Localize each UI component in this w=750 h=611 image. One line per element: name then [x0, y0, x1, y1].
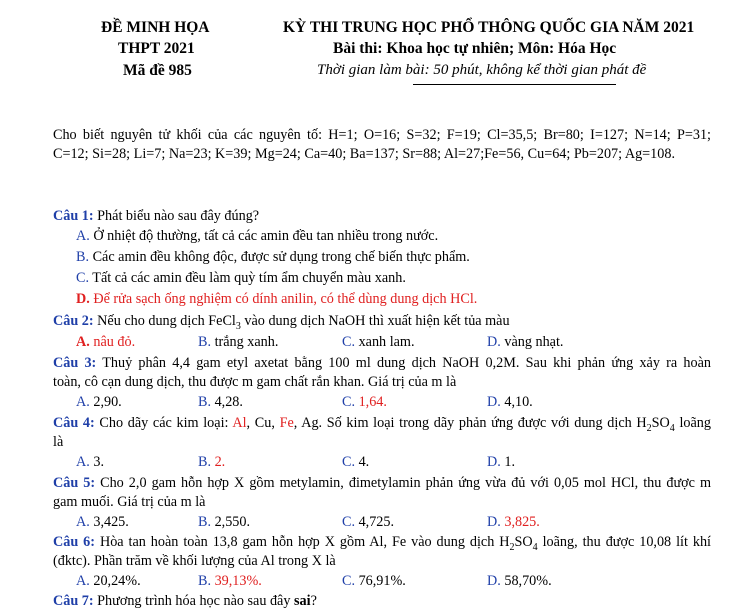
- option-key: A.: [76, 514, 90, 530]
- option-text: 3.: [89, 454, 104, 470]
- option-key: B.: [198, 573, 212, 589]
- q4-option-d[interactable]: [487, 454, 515, 471]
- option-key: C.: [342, 573, 356, 589]
- question-3-line-2: toàn, cô cạn dung dịch, thu được m gam chất rắn khan. Giá trị của m là: [53, 374, 457, 390]
- metal-al: Al: [232, 415, 247, 431]
- question-text: , Ag. Số kim loại trong dãy phản ứng được với dung dịch H: [293, 415, 647, 431]
- question-4-line-2: là: [53, 434, 64, 450]
- exam-code-label: Mã đề 985: [123, 62, 192, 79]
- q2-option-d[interactable]: [487, 334, 563, 351]
- question-text: Nếu cho dung dịch FeCl: [93, 313, 236, 329]
- subscript: 4: [669, 422, 675, 434]
- question-label: Câu 3:: [53, 355, 97, 371]
- q5-option-a[interactable]: [76, 514, 129, 531]
- option-text: 2.: [211, 454, 226, 470]
- option-key: A.: [76, 573, 90, 589]
- option-key: A.: [76, 228, 90, 244]
- q5-option-d[interactable]: [487, 514, 540, 531]
- option-text: 4,725.: [355, 514, 395, 530]
- question-text: ?: [310, 593, 317, 609]
- emphasis-word: sai: [294, 593, 311, 609]
- option-key: D.: [487, 454, 501, 470]
- question-text: Phương trình hóa học nào sau đây: [93, 593, 294, 609]
- option-text: Tất cả các amin đều làm quỳ tím ẩm chuyển màu xanh.: [89, 270, 406, 286]
- q1-option-d[interactable]: [76, 291, 477, 308]
- q2-option-a[interactable]: [76, 334, 135, 351]
- option-text: 4,10.: [500, 394, 533, 410]
- question-label: Câu 6:: [53, 534, 95, 550]
- question-label: Câu 1:: [53, 208, 94, 224]
- option-key: D.: [487, 394, 501, 410]
- question-5-line-2: gam muối. Giá trị của m là: [53, 494, 206, 510]
- subscript: 2: [646, 422, 652, 434]
- option-text: Để rửa sạch ống nghiệm có dính anilin, có thể dùng dung dịch HCl.: [89, 291, 478, 307]
- atomic-mass-line-1: Cho biết nguyên tử khối của các nguyên tố: H=1; O=16; S=32; F=19; Cl=35,5; Br=80; I=127; N=14; P=31;: [53, 127, 711, 143]
- exam-type-label: ĐỀ MINH HỌA: [101, 19, 210, 36]
- option-text: 3,825.: [500, 514, 540, 530]
- question-text: Hòa tan hoàn toàn 13,8 gam hỗn hợp X gồm Al, Fe vào dung dịch H: [95, 534, 510, 550]
- header-divider: [413, 84, 616, 85]
- option-key: C.: [342, 394, 356, 410]
- option-text: 1.: [500, 454, 515, 470]
- question-3: [53, 354, 711, 373]
- option-text: Các amin đều không độc, được sử dụng trong chế biến thực phẩm.: [89, 249, 470, 265]
- q6-option-d[interactable]: [487, 573, 552, 590]
- question-label: Câu 2:: [53, 313, 94, 329]
- q1-option-a[interactable]: [76, 228, 438, 245]
- q2-option-c[interactable]: [342, 334, 415, 351]
- option-text: 3,425.: [89, 514, 129, 530]
- option-key: D.: [487, 514, 501, 530]
- question-7: [53, 592, 317, 611]
- option-text: 2,90.: [89, 394, 122, 410]
- option-text: nâu đỏ.: [89, 334, 136, 350]
- school-label: THPT 2021: [118, 40, 195, 57]
- question-6-line-2: (đktc). Phần trăm về khối lượng của Al trong X là: [53, 553, 336, 569]
- question-text: Thuỷ phân 4,4 gam etyl axetat bằng 100 ml dung dịch NaOH 0,2M. Sau khi phản ứng xảy ra hoàn: [96, 355, 711, 371]
- question-label: Câu 4:: [53, 415, 95, 431]
- option-key: D.: [76, 291, 90, 307]
- q3-option-c[interactable]: [342, 394, 387, 411]
- option-text: xanh lam.: [355, 334, 415, 350]
- option-text: 20,24%.: [89, 573, 141, 589]
- q2-option-b[interactable]: [198, 334, 278, 351]
- question-text: , Cu,: [246, 415, 280, 431]
- q6-option-b[interactable]: [198, 573, 262, 590]
- question-text: vào dung dịch NaOH thì xuất hiện kết tủa màu: [240, 313, 510, 329]
- option-key: C.: [342, 454, 356, 470]
- q3-option-d[interactable]: [487, 394, 533, 411]
- subscript: 2: [509, 541, 515, 553]
- question-label: Câu 7:: [53, 593, 94, 609]
- exam-subject: Bài thi: Khoa học tự nhiên; Môn: Hóa Học: [333, 40, 617, 57]
- option-text: 58,70%.: [500, 573, 552, 589]
- question-text: loãng: [674, 415, 711, 431]
- option-key: B.: [198, 394, 212, 410]
- q5-option-c[interactable]: [342, 514, 394, 531]
- subscript: 3: [235, 320, 241, 332]
- question-label: Câu 5:: [53, 475, 96, 491]
- option-key: D.: [487, 573, 501, 589]
- q6-option-c[interactable]: [342, 573, 406, 590]
- q3-option-a[interactable]: [76, 394, 122, 411]
- option-key: C.: [76, 270, 90, 286]
- q5-option-b[interactable]: [198, 514, 250, 531]
- question-1: [53, 207, 259, 226]
- q4-option-a[interactable]: [76, 454, 104, 471]
- question-text: Cho 2,0 gam hỗn hợp X gồm metylamin, đimetylamin phản ứng vừa đủ với 0,05 mol HCl, thu được m: [95, 475, 711, 491]
- option-text: 4,28.: [211, 394, 243, 410]
- option-key: B.: [198, 334, 212, 350]
- option-key: A.: [76, 334, 90, 350]
- question-4: [53, 414, 711, 438]
- option-key: C.: [342, 334, 356, 350]
- q1-option-b[interactable]: [76, 249, 470, 266]
- question-text: Cho dãy các kim loại:: [94, 415, 233, 431]
- metal-fe: Fe: [279, 415, 294, 431]
- q4-option-c[interactable]: [342, 454, 369, 471]
- option-key: A.: [76, 394, 90, 410]
- q3-option-b[interactable]: [198, 394, 243, 411]
- option-key: D.: [487, 334, 501, 350]
- option-text: 39,13%.: [211, 573, 262, 589]
- exam-time: Thời gian làm bài: 50 phút, không kể thời gian phát đề: [317, 62, 647, 78]
- question-text: SO: [651, 415, 670, 431]
- option-text: Ở nhiệt độ thường, tất cả các amin đều tan nhiều trong nước.: [89, 228, 439, 244]
- question-2: [53, 312, 510, 336]
- option-key: B.: [76, 249, 90, 265]
- question-5: [53, 474, 711, 493]
- option-key: C.: [342, 514, 356, 530]
- option-key: A.: [76, 454, 90, 470]
- q4-option-b[interactable]: [198, 454, 225, 471]
- q6-option-a[interactable]: [76, 573, 141, 590]
- option-key: B.: [198, 514, 212, 530]
- atomic-mass-line-2: C=12; Si=28; Li=7; Na=23; K=39; Mg=24; Ca=40; Ba=137; Sr=88; Al=27;Fe=56, Cu=64; Pb=207; Ag=108.: [53, 146, 676, 162]
- question-text: SO: [514, 534, 533, 550]
- option-key: B.: [198, 454, 212, 470]
- option-text: 1,64.: [355, 394, 387, 410]
- option-text: 76,91%.: [355, 573, 406, 589]
- subscript: 4: [532, 541, 538, 553]
- exam-title: KỲ THI TRUNG HỌC PHỔ THÔNG QUỐC GIA NĂM 2021: [283, 19, 695, 36]
- question-text: Phát biểu nào sau đây đúng?: [93, 208, 260, 224]
- option-text: 4.: [355, 454, 370, 470]
- question-text: loãng, thu được 10,08 lít khí: [537, 534, 711, 550]
- q1-option-c[interactable]: [76, 270, 406, 287]
- option-text: vàng nhạt.: [500, 334, 564, 350]
- option-text: 2,550.: [211, 514, 251, 530]
- option-text: trắng xanh.: [211, 334, 279, 350]
